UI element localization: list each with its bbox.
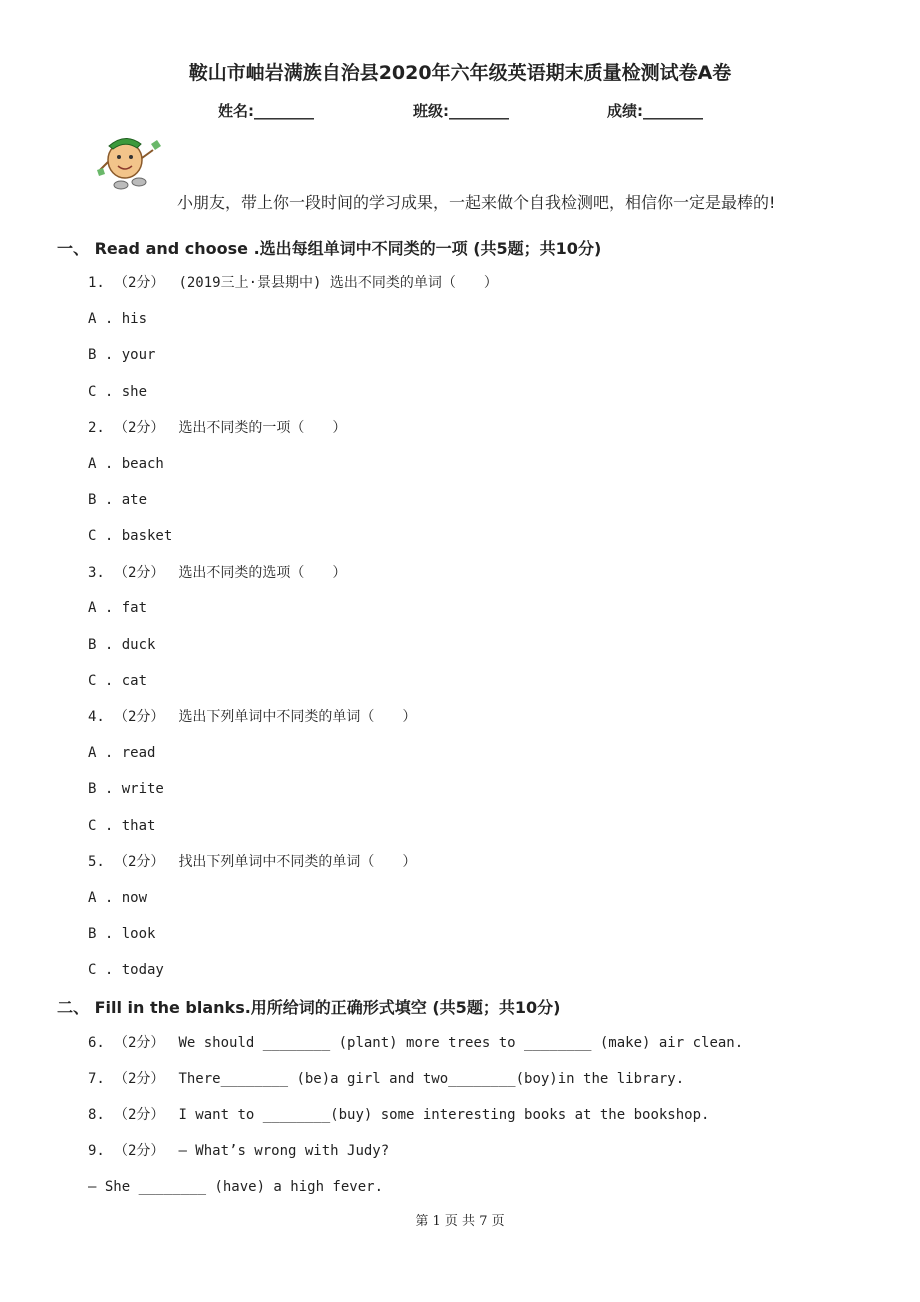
question-number: 1.	[88, 275, 105, 291]
option-b: B . write	[88, 781, 164, 797]
question-text: There________ (be)a girl and two________(boy)in the library.	[178, 1071, 685, 1087]
question-5	[88, 851, 416, 871]
option-a: A . beach	[88, 456, 164, 472]
question-points: （2分）	[114, 1143, 165, 1159]
question-4	[88, 706, 416, 726]
option-c: C . that	[88, 818, 156, 834]
option-b: B . duck	[88, 637, 156, 653]
option-b: B . look	[88, 926, 156, 942]
question-number: 9.	[88, 1143, 105, 1159]
question-number: 6.	[88, 1035, 105, 1051]
option-c: C . basket	[88, 528, 173, 544]
question-points: （2分）	[114, 1107, 165, 1123]
question-text: 选出不同类的一项（ ）	[178, 420, 347, 436]
question-text: I want to ________(buy) some interesting books at the bookshop.	[178, 1107, 710, 1123]
question-text: 找出下列单词中不同类的单词（ ）	[178, 854, 417, 870]
question-points: （2分）	[114, 565, 165, 581]
question-points: （2分）	[114, 1071, 165, 1087]
question-number: 4.	[88, 709, 105, 725]
question-points: （2分）	[114, 275, 165, 291]
option-a: A . fat	[88, 600, 148, 616]
question-text: 选出不同类的选项（ ）	[178, 565, 347, 581]
option-c: C . today	[88, 962, 164, 978]
question-number: 2.	[88, 420, 105, 436]
question-points: （2分）	[114, 709, 165, 725]
mascot-icon	[95, 130, 167, 198]
name-field: 姓名:________	[218, 102, 314, 120]
option-a: A . his	[88, 311, 148, 327]
option-b: B . ate	[88, 492, 148, 508]
question-text: We should ________ (plant) more trees to ________ (make) air clean.	[178, 1035, 744, 1051]
question-number: 8.	[88, 1107, 105, 1123]
question-number: 5.	[88, 854, 105, 870]
page-title: 鞍山市岫岩满族自治县2020年六年级英语期末质量检测试卷A卷	[188, 62, 732, 84]
class-field: 班级:________	[413, 102, 509, 120]
question-points: （2分）	[114, 1035, 165, 1051]
question-9	[88, 1140, 389, 1160]
page-footer: 第 1 页 共 7 页	[415, 1214, 505, 1229]
section-2-heading: 二、 Fill in the blanks.用所给词的正确形式填空 (共5题；共10分)	[57, 998, 561, 1017]
question-number: 3.	[88, 565, 105, 581]
option-b: B . your	[88, 347, 156, 363]
question-6	[88, 1032, 743, 1052]
option-c: C . she	[88, 384, 148, 400]
question-number: 7.	[88, 1071, 105, 1087]
option-a: A . read	[88, 745, 156, 761]
option-a: A . now	[88, 890, 148, 906]
question-points: （2分）	[114, 420, 165, 436]
greeting-text: 小朋友，带上你一段时间的学习成果，一起来做个自我检测吧，相信你一定是最棒的!	[177, 193, 776, 212]
question-text: (2019三上·景县期中) 选出不同类的单词（ ）	[178, 275, 498, 291]
question-8	[88, 1104, 709, 1124]
option-c: C . cat	[88, 673, 148, 689]
section-1-heading: 一、 Read and choose .选出每组单词中不同类的一项 (共5题；共10分)	[57, 239, 602, 258]
question-7	[88, 1068, 684, 1088]
answer-line: — She ________ (have) a high fever.	[88, 1179, 384, 1195]
question-3	[88, 562, 346, 582]
question-points: （2分）	[114, 854, 165, 870]
score-field: 成绩:________	[607, 102, 703, 120]
question-2	[88, 417, 346, 437]
question-text: 选出下列单词中不同类的单词（ ）	[178, 709, 417, 725]
question-text: — What’s wrong with Judy?	[178, 1143, 390, 1159]
question-1	[88, 272, 498, 292]
